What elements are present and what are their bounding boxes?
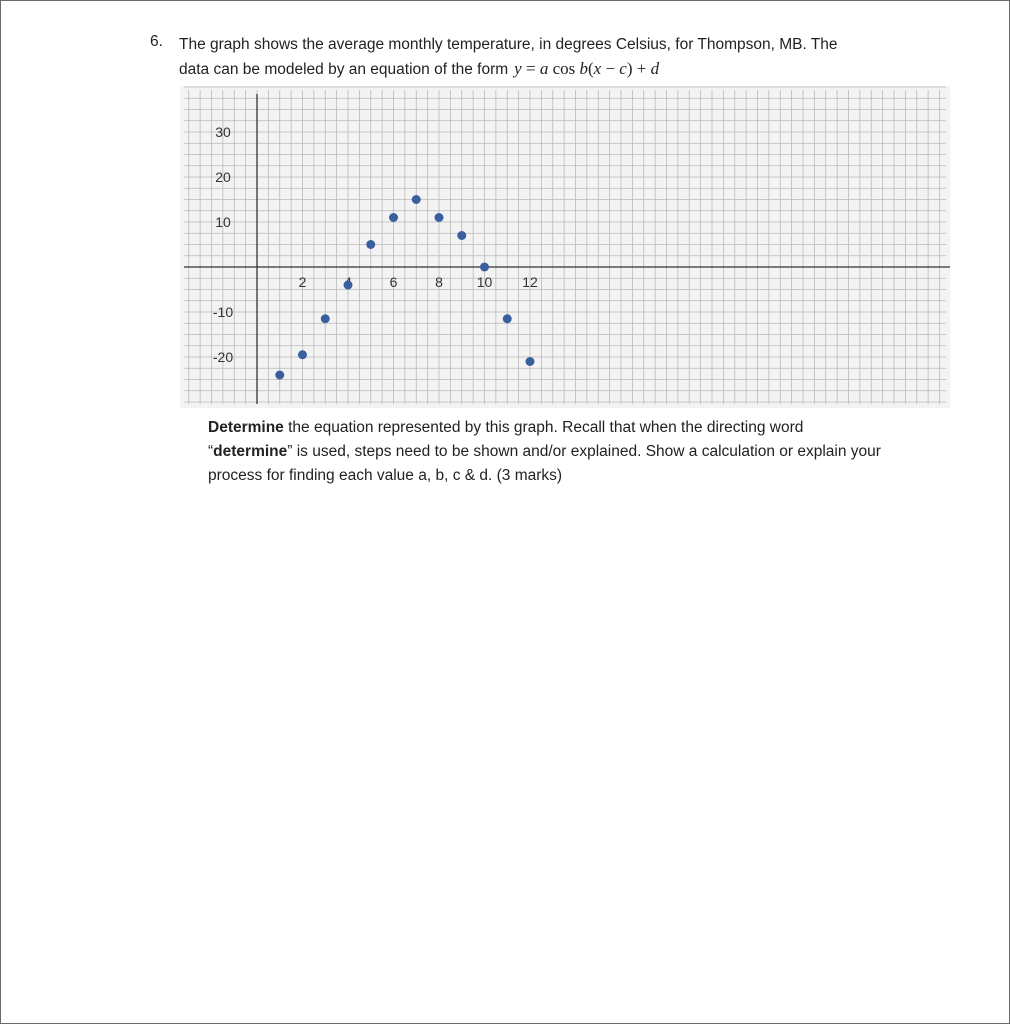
data-point: [275, 371, 284, 380]
data-point: [298, 350, 307, 359]
x-tick-label: 2: [298, 274, 307, 290]
data-point: [526, 357, 535, 366]
instructions: Determine the equation represented by this graph. Recall that when the directing word “determine” is used, steps need to be shown and/or explained. Show a calculation or explain your process for finding each value a, b, c & d. (3 marks): [208, 419, 881, 484]
x-tick-label: 8: [435, 274, 443, 290]
graph-background: [180, 86, 950, 408]
temperature-graph: [180, 86, 950, 408]
data-point: [321, 314, 330, 323]
data-point: [503, 314, 512, 323]
data-point: [457, 231, 466, 240]
y-tick-label: -10: [212, 304, 234, 320]
x-tick-label: 6: [389, 274, 398, 290]
y-tick-label: -20: [212, 349, 234, 365]
data-point: [389, 213, 398, 222]
question-number: 6.: [150, 33, 163, 50]
formula: y = a cos b(x − c) + d: [514, 59, 660, 78]
data-point: [344, 281, 353, 290]
question-line-2: data can be modeled by an equation of the form: [179, 61, 509, 78]
y-tick-label: 10: [215, 214, 231, 230]
data-point: [480, 263, 489, 272]
question-text: [179, 33, 939, 82]
x-tick-label: 10: [476, 274, 493, 290]
directing-word: Determine: [208, 419, 284, 436]
directing-word-quoted: determine: [213, 443, 288, 460]
y-tick-label: 30: [215, 124, 231, 140]
y-tick-label: 20: [215, 169, 231, 185]
data-point: [366, 240, 375, 249]
data-point: [435, 213, 444, 222]
data-point: [412, 195, 421, 204]
x-tick-label: 12: [522, 274, 538, 290]
question-line-1: The graph shows the average monthly temperature, in degrees Celsius, for Thompson, MB. The: [179, 36, 838, 53]
